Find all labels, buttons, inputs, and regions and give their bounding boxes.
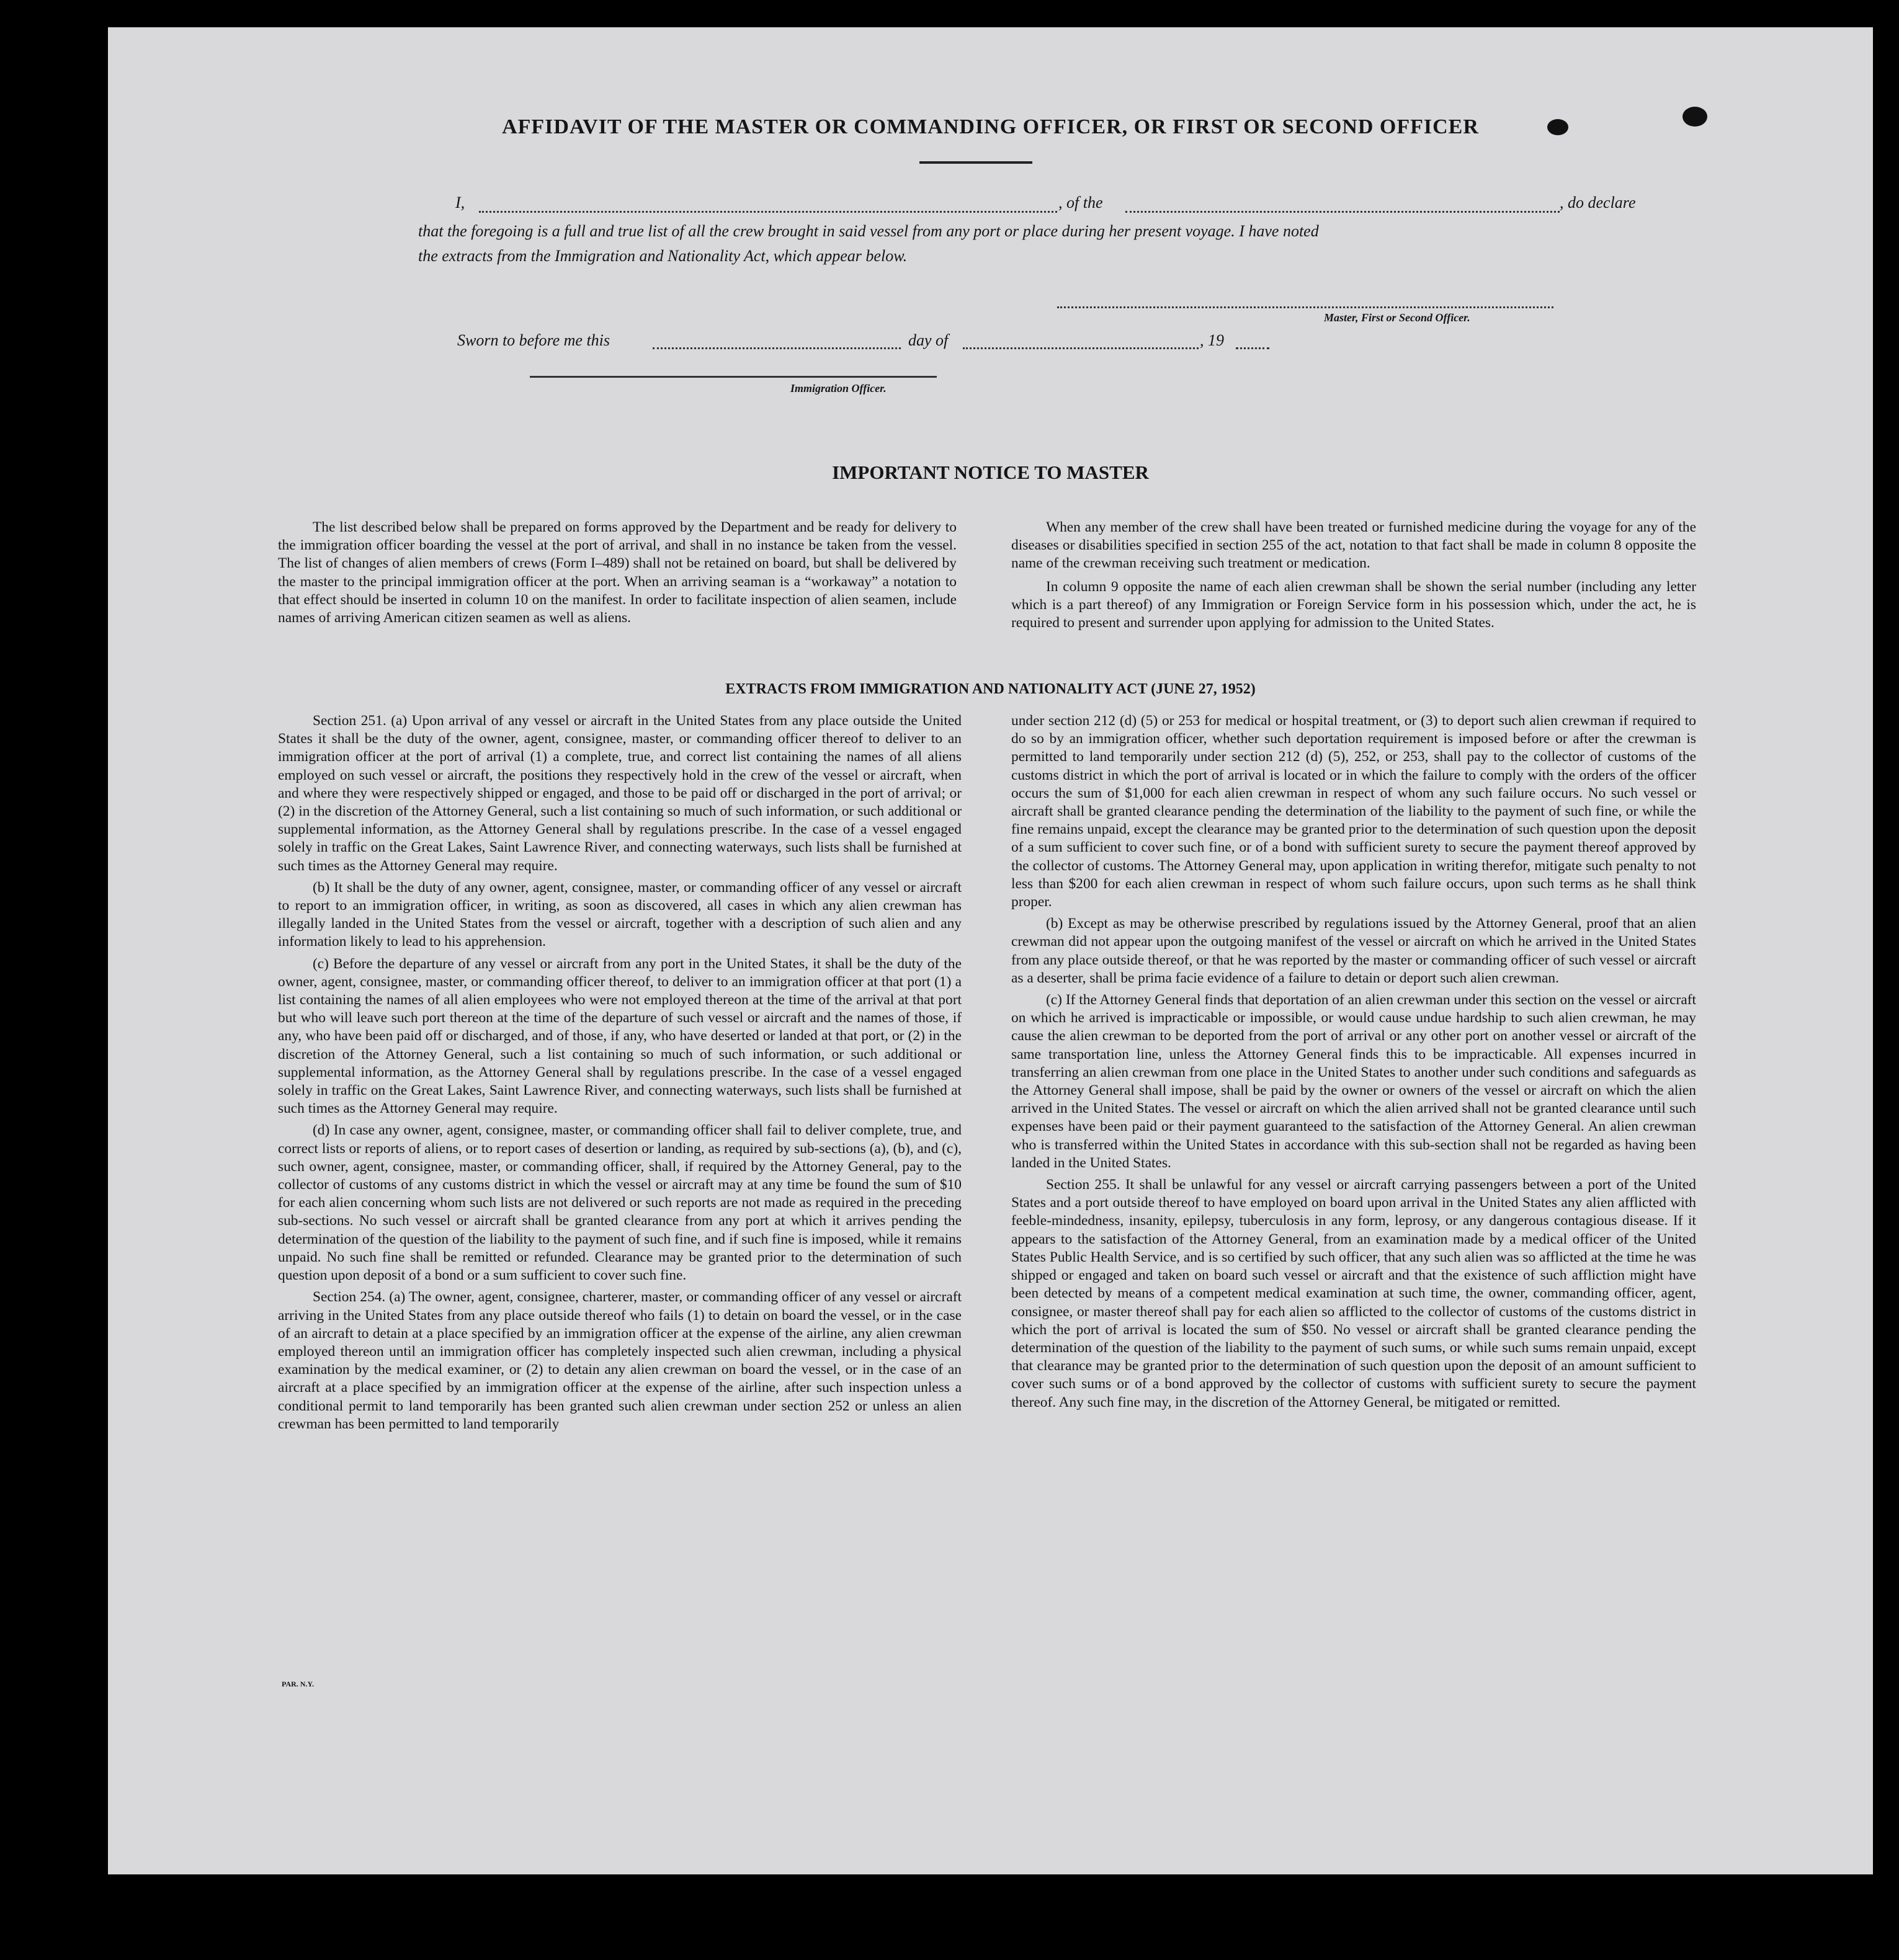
immigration-officer-signature-field[interactable] [530,376,937,378]
notice-left-paragraph: The list described below shall be prepared on forms approved by the Department and be ready for delivery to the immigration officer boarding the vessel at the port of arrival, and shall in no instance be taken from the vessel. The list of changes of alien members of crews (Form I–489) shall not be retained on board, but shall be delivered by the master to the principal immigration officer at the port. When an arriving seaman is a “workaway” a notation to that effect should be inserted in column 10 on the manifest. In order to facilitate inspection of alien seamen, include names of arriving American citizen seamen as well as aliens. [278,519,957,626]
master-signature-label: Master, First or Second Officer. [1324,311,1470,324]
ink-blot [1682,107,1707,127]
sworn-day-field[interactable] [653,347,901,349]
notice-right-column [1011,519,1696,637]
sworn-year-field[interactable] [1236,347,1269,349]
section-254-a: Section 254. (a) The owner, agent, consignee, charterer, master, or commanding officer of any vessel or aircraft arriving in the United States from any place outside thereof who fails (1) to detain on board the vessel, or in the case of an aircraft to detain at a place specified by an immigration officer at the expense of the airline, any alien crewman employed thereon until an immigration officer has completely inspected such alien crewman, including a physical examination by the medical examiner, or (2) to detain any alien crewman on board the vessel, or in the case of an aircraft at a place specified by an immigration officer at the expense of the airline, after such inspection unless a conditional permit to land temporarily has been granted such alien crewman under section 252 or unless an alien crewman has been permitted to land temporarily [278,1289,962,1432]
section-254-b: (b) Except as may be otherwise prescribed by regulations issued by the Attorney General, proof that an alien crewman did not appear upon the outgoing manifest of the vessel or aircraft on which he arrived in the United States from any place outside thereof, or that he was reported by the master or commanding officer of such vessel or aircraft as a deserter, shall be prima facie evidence of a failure to detain or deport such alien crewman. [1011,915,1696,986]
section-251-a: Section 251. (a) Upon arrival of any vessel or aircraft in the United States from any place outside the United States it shall be the duty of the owner, agent, consignee, master, or commanding officer thereof to deliver to an immigration officer at the port of arrival (1) a complete, true, and correct list containing the names of all aliens employed on such vessel or aircraft, the positions they respectively hold in the crew of the vessel or aircraft, when and where they were respectively shipped or engaged, and those to be paid off or discharged in the port of arrival; or (2) in the discretion of the Attorney General, such a list containing so much of such information, or such additional or supplemental information, as the Attorney General shall by regulations prescribe. In the case of a vessel engaged solely in traffic on the Great Lakes, Saint Lawrence River, and connecting waterways, such lists shall be furnished at such times as the Attorney General may require. [278,713,962,874]
ink-blot [1547,119,1568,135]
immigration-officer-label: Immigration Officer. [790,382,887,394]
section-254-c: (c) If the Attorney General finds that deportation of an alien crewman under this section on the vessel or aircraft on which he arrived is impracticable or impossible, or would cause undue hardship to such alien crewman, he may cause the alien crewman to be deported from the port of arrival or any other port on another vessel or aircraft of the same transportation line, unless the Attorney General finds this to be impracticable. All expenses incurred in transferring an alien crewman from one place in the United States to another under such conditions and safeguards as the Attorney General shall impose, shall be paid by the owner or owners of the vessel or aircraft on which the alien arrived in the United States. The vessel or aircraft on which the alien arrived shall not be granted clearance until such expenses have been paid or their payment guaranteed to the satisfaction of the Attorney General. An alien crewman who is transferred within the United States in accordance with this sub-section shall not be regarded as having been landed in the United States. [1011,992,1696,1171]
document-page [108,27,1873,1874]
extracts-left-column [278,712,962,1437]
name-field[interactable] [479,211,1057,213]
notice-right-paragraph-2: In column 9 opposite the name of each alien crewman shall be shown the serial number (including any letter which is a part thereof) of any Immigration or Foreign Service form in his possession which, under the act, he is required to present and surrender upon applying for admission to the United States. [1011,578,1696,631]
do-declare-label: , do declare [1560,194,1636,212]
notice-right-paragraph-1: When any member of the crew shall have been treated or furnished medicine during the voyage for any of the diseases or disabilities specified in section 255 of the act, notation to that fact shall be made in column 8 opposite the name of the crewman receiving such treatment or medication. [1011,519,1696,572]
extracts-right-column [1011,712,1696,1415]
section-251-b: (b) It shall be the duty of any owner, agent, consignee, master, or commanding officer of any vessel or aircraft to report to an immigration officer, in writing, as soon as discovered, all cases in which any alien crewman has illegally landed in the United States from the vessel or aircraft, together with a description of such alien and any information likely to lead to his apprehension. [278,879,962,950]
section-251-d: (d) In case any owner, agent, consignee, master, or commanding officer shall fail to deliver complete, true, and correct lists or reports of aliens, or to report cases of desertion or landing, as required by sub-sections (a), (b), and (c), such owner, agent, consignee, master, or commanding officer, shall, if required by the Attorney General, pay to the collector of customs of any customs district in which the vessel or aircraft may at any time be found the sum of $10 for each alien concerning whom such lists are not delivered or such reports are not made as required in the preceding sub-sections. No such vessel or aircraft shall be granted clearance from any port at which it arrives pending the determination of the question of the liability to the payment of such fine, and if such fine is imposed, while it remains unpaid. No such fine shall be remitted or refunded. Clearance may be granted prior to the determination of such question upon deposit of a bond or a sum sufficient to cover such fine. [278,1122,962,1284]
section-254-a-continued: under section 212 (d) (5) or 253 for medical or hospital treatment, or (3) to deport such alien crewman if required to do so by an immigration officer, whether such deportation requirement is imposed before or after the crewman is permitted to land temporarily under section 212 (d) (5), 252, or 253, shall pay to the collector of customs of the customs district in which the port of arrival is located or in which the failure to comply with the orders of the officer occurs the sum of $1,000 for each alien crewman in respect of whom any such failure occurs. No such vessel or aircraft shall be granted clearance pending the determination of the liability to the payment of such fine, or while the fine remains unpaid, except the clearance may be granted prior to the determination of such question upon the deposit of a sum sufficient to cover such fine, or of a bond with sufficient surety to secure the payment thereof approved by the collector of customs. The Attorney General may, upon application in writing therefor, mitigate such penalty to not less than $200 for each alien crewman in respect of whom such failure occurs, upon such terms as he shall think proper. [1011,713,1696,911]
i-label: I, [455,194,465,212]
declaration-line-1: that the foregoing is a full and true list of all the crew brought in said vessel from any port or place during her present voyage. I have noted [418,222,1319,240]
notice-left-column [278,519,957,632]
master-signature-field[interactable] [1057,306,1553,308]
printer-mark: PAR. N.Y. [282,1680,315,1688]
extracts-heading: EXTRACTS FROM IMMIGRATION AND NATIONALITY ACT (JUNE 27, 1952) [725,681,1256,697]
vessel-field[interactable] [1125,211,1560,213]
day-of-label: day of [908,331,949,349]
section-251-c: (c) Before the departure of any vessel or aircraft from any port in the United States, it shall be the duty of the owner, agent, consignee, master, or commanding officer thereof, to deliver to an immigration officer at that port (1) a list containing the names of all alien employees who were not employed thereon at the time of the arrival at that port but who will leave such port thereon at the time of the departure of such vessel or aircraft and the names of those, if any, who have been paid off or discharged, and of those, if any, who have deserted or landed at that port, or (2) in the discretion of the Attorney General, such a list containing so much of such information, or such additional or supplemental information, as the Attorney General shall by regulations prescribe. In the case of a vessel engaged solely in traffic on the Great Lakes, Saint Lawrence River, and connecting waterways, such lists shall be furnished at such times as the Attorney General may require. [278,955,962,1117]
of-the-label: , of the [1058,194,1103,212]
notice-heading: IMPORTANT NOTICE TO MASTER [832,461,1149,483]
section-255: Section 255. It shall be unlawful for any vessel or aircraft carrying passengers between a port of the United States and a port outside thereof to have employed on board upon arrival in the United States any alien afflicted with feeble-mindedness, insanity, epilepsy, tuberculosis in any form, leprosy, or any dangerous contagious disease. If it appears to the satisfaction of the Attorney General, from an examination made by a medical officer of the United States Public Health Service, and is so certified by such officer, that any such alien was so afflicted at the time he was shipped or engaged and taken on board such vessel or aircraft and that the existence of such affliction might have been detected by means of a competent medical examination at such time, the owner, commanding officer, agent, consignee, or master thereof shall pay for each alien so afflicted to the collector of customs of the customs district in which the port of arrival is located the sum of $50. No vessel or aircraft shall be granted clearance pending the determination of the question of the liability to the payment of such sums, or while such sums remain unpaid, except that clearance may be granted prior to the determination of such question upon the deposit of an amount sufficient to cover such sums or of a bond approved by the collector of customs with sufficient surety to secure the payment thereof. Any such fine may, in the discretion of the Attorney General, be mitigated or remitted. [1011,1177,1696,1410]
declaration-line-2: the extracts from the Immigration and Nationality Act, which appear below. [418,247,908,265]
affidavit-title: AFFIDAVIT OF THE MASTER OR COMMANDING OFFICER, OR FIRST OR SECOND OFFICER [502,115,1479,138]
sworn-label: Sworn to before me this [457,331,610,349]
sworn-month-field[interactable] [963,347,1199,349]
year-label: , 19 [1200,331,1224,349]
title-underline [919,161,1032,164]
